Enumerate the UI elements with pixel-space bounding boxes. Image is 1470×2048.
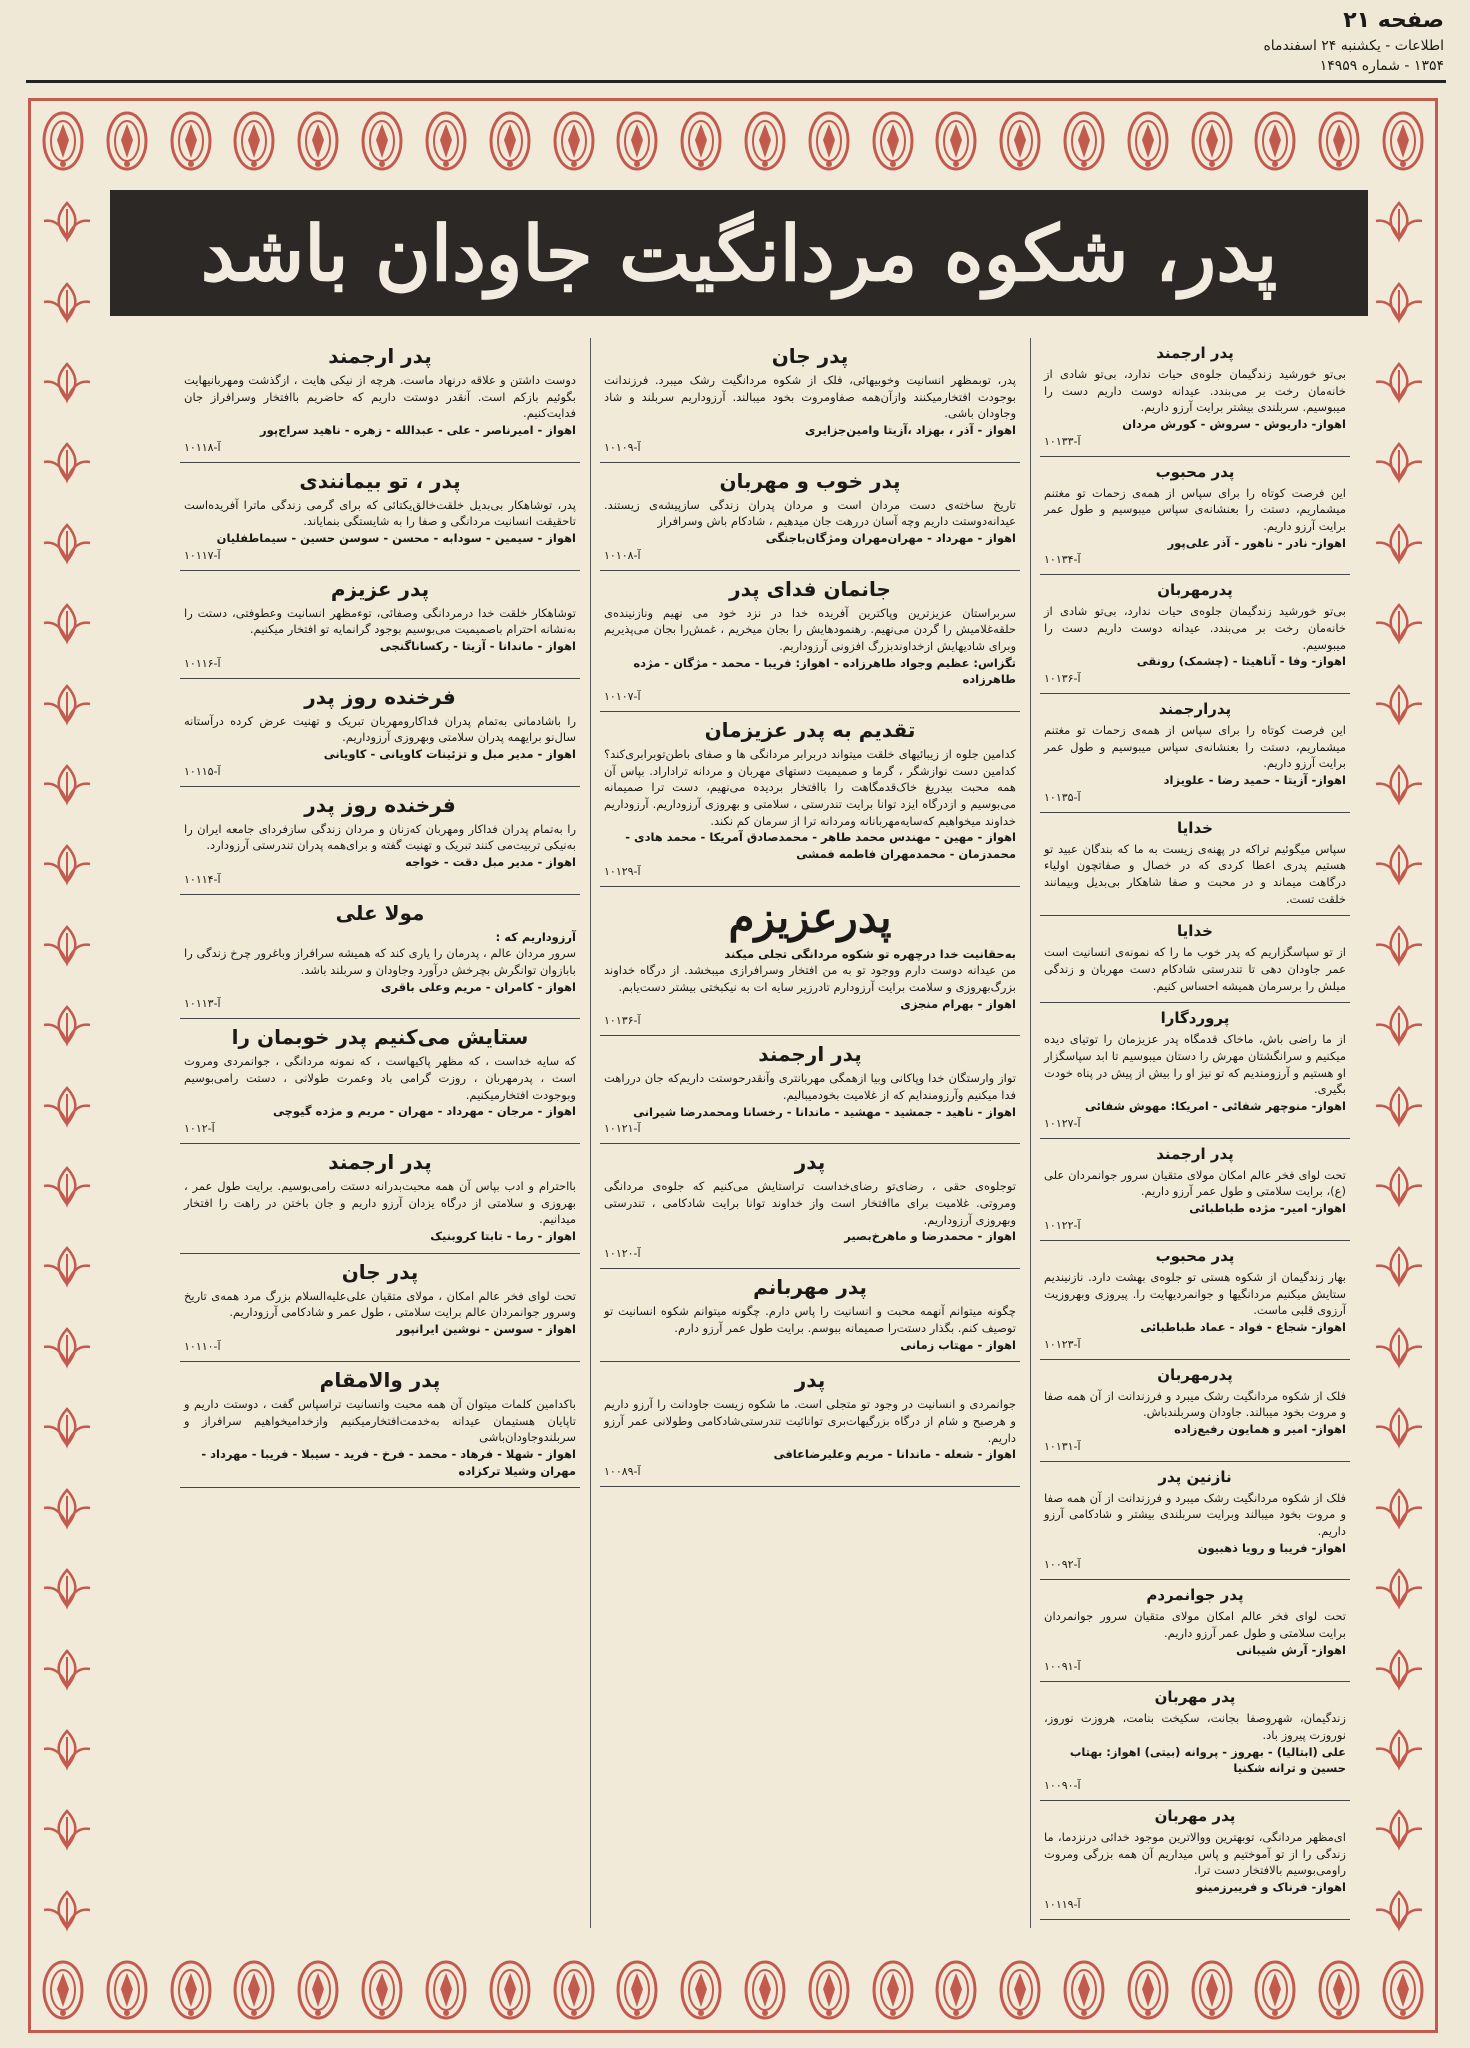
notice-heading: پدر ارجمند — [328, 1150, 432, 1175]
notice-heading: خدایا — [1177, 922, 1213, 941]
notice-signers: اهواز- وفا - آناهیتا - (چشمک) رونقی — [1136, 654, 1346, 669]
notice-body: این فرصت کوتاه را برای سپاس از همه‌ی زحمات تو مغتنم میشماریم، دستت را بعنشانه‌ی سپاس میبوسیم و طول عمر برایت آرزو داریم. — [1044, 485, 1346, 534]
sprig-icon — [1372, 521, 1426, 565]
anthemion-medallion-icon — [552, 1959, 596, 2021]
notice-code: آ-۱۰۱۰۹ — [604, 440, 641, 454]
sprig-icon — [40, 1244, 94, 1288]
greeting-notice — [600, 1144, 1020, 1269]
notice-code: آ-۱۰۱۱۷ — [184, 548, 221, 562]
notice-heading: پدرمهربان — [1157, 581, 1233, 600]
notice-heading: پدر محبوب — [1155, 1246, 1235, 1265]
greeting-notice — [180, 1362, 580, 1488]
notice-signers: اهواز - مدیر مبل دقت - خواجه — [405, 855, 576, 870]
sprig-icon — [1372, 1003, 1426, 1047]
ornament-side-right — [1365, 181, 1433, 1950]
notice-heading: پدر ارجمند — [758, 1042, 862, 1067]
notice-code: آ-۱۰۱۱۴ — [184, 872, 221, 886]
notice-code: آ-۱۰۱۱۵ — [184, 764, 221, 778]
notice-code: آ-۱۰۱۳۶ — [604, 1014, 641, 1028]
notice-body: سربراستان عزیزترین وپاکترین آفریده خدا در نزد خود می نهیم ونازنینده‌ی حلقه‌غلامیش را گردن می‌نهیم. رهنمودهایش را بجان میخریم ، غمش‌را بجان می‌پذیریم وبرای شادیهایش ازخداوندبزرگ افزونی آرزوداریم. — [604, 605, 1016, 654]
notice-body: از تو سپاسگزاریم که پدر خوب ما را که نمونه‌ی انسانیت است عمر جاودان دهی تا تندرستی شادکام دست مهربان و زندگی میلش را برسرمان همیشه احساس کنیم. — [1044, 945, 1346, 993]
ornament-band-bottom — [31, 1952, 1435, 2028]
notice-heading: پدر جان — [771, 344, 849, 368]
right-column — [1040, 338, 1350, 1928]
anthemion-medallion-icon — [615, 1959, 659, 2021]
anthemion-medallion-icon — [360, 110, 404, 172]
anthemion-medallion-icon — [41, 1959, 85, 2021]
notice-heading: ستایش می‌کنیم پدر خوبمان را — [231, 1025, 529, 1050]
notice-body: تحت لوای فخر عالم امکان ، مولای متقیان علی‌علیه‌السلام بزرگ مرد همه‌ی تاریخ وسرور جوانمردان عالم برایت سلامتی ، طول عمر و شادکامی آرزوداریم. — [184, 1288, 576, 1320]
sprig-icon — [40, 601, 94, 645]
greeting-notice — [1040, 1580, 1350, 1682]
column-divider — [590, 338, 591, 1928]
notice-heading: پدر ارجمند — [328, 344, 432, 368]
sprig-icon — [40, 1486, 94, 1530]
sprig-icon — [1372, 1647, 1426, 1691]
notice-heading: پدر — [794, 1150, 826, 1175]
anthemion-medallion-icon — [1062, 110, 1106, 172]
notice-code: آ-۱۰۱۰۷ — [604, 690, 641, 704]
notice-signers: علی (ابتالیا) - بهروز - پروانه (بیتی) اهواز: بهتاب حسین و ترانه شکنیا — [1069, 1744, 1346, 1776]
notice-signers: اهواز - شهلا - فرهاد - محمد - فرخ - فرید - سیبلا - فریبا - مهرداد - مهران وشیلا ترکزاده — [201, 1446, 576, 1478]
notice-body: فلک از شکوه مردانگیت رشک میبرد و فرزندانت از آن همه صفا و مروت بخود میبالند وبرایت سربلندی بیشتر و شادکامی آرزو داریم. — [1044, 1490, 1346, 1538]
greeting-notice — [180, 463, 580, 571]
sprig-icon — [1372, 1566, 1426, 1610]
notice-signers: اهواز - ماندانا - آزیتا - رکسانا‌گنجی — [379, 639, 576, 654]
notice-code: آ-۱۰۰۸۹ — [604, 1464, 641, 1478]
notice-body: تحت لوای فخر عالم امکان مولای متقیان سرور جوانمردان علی (ع)، برایت سلامتی و طول عمر آرزو داریم. — [1044, 1167, 1346, 1199]
notice-code: آ-۱۰۱۱۳ — [184, 997, 221, 1011]
greeting-notice — [1040, 1139, 1350, 1241]
sprig-icon — [1372, 1405, 1426, 1449]
notice-heading: تقدیم به پدر عزیزمان — [704, 718, 916, 743]
sprig-icon — [1372, 360, 1426, 404]
notice-code: آ-۱۰۱۲۱ — [604, 1122, 641, 1136]
sprig-icon — [40, 1647, 94, 1691]
anthemion-medallion-icon — [743, 1959, 787, 2021]
notice-signers: اهواز- فریبا و رویا ذهبیون — [1197, 1540, 1346, 1555]
notice-signers: اهواز - آذر ، بهزاد ،آزیتا وامین‌جزایری — [804, 423, 1016, 438]
anthemion-medallion-icon — [615, 110, 659, 172]
anthemion-medallion-icon — [105, 110, 149, 172]
notice-signers: اهواز - شعله - ماندانا - مریم وعلیرضا‌عافی — [773, 1447, 1016, 1462]
anthemion-medallion-icon — [552, 110, 596, 172]
notice-body: را باشادمانی به‌تمام پدران فداکارومهربان تبریک و تهنیت عرض کرده درآستانه سال‌نو برایهمه پدران سلامتی وبهروزی آرزوداریم. — [184, 713, 576, 745]
sprig-icon — [40, 842, 94, 886]
anthemion-medallion-icon — [679, 1959, 723, 2021]
notice-heading: خدایا — [1177, 818, 1213, 837]
greeting-notice — [180, 338, 580, 463]
notice-code: آ-۱۰۱۱۰ — [184, 1339, 221, 1353]
sprig-icon — [40, 1164, 94, 1208]
anthemion-medallion-icon — [169, 110, 213, 172]
sprig-icon — [1372, 842, 1426, 886]
notice-signers: اهواز - سوسن - نوشین ایرانپور — [396, 1322, 576, 1337]
greeting-notice — [180, 1144, 580, 1254]
notice-code: آ-۱۰۱۲۰ — [604, 1247, 641, 1261]
notice-signers: اهواز - رما - تابتا کروبنیک — [430, 1229, 576, 1244]
notice-code: آ-۱۰۰۹۲ — [1044, 1558, 1081, 1572]
greeting-notice — [1040, 1682, 1350, 1801]
anthemion-medallion-icon — [871, 1959, 915, 2021]
notice-body: سپاس میگوئیم تراکه در پهنه‌ی زیست به ما که بندگان عبید تو هستیم پدری اعطا کردی که در خصال و صفاتچون اولیاء درگاهت میماند و در محبت و صفا شاهکار بی‌بدیل وبیمانند خلقت تست. — [1044, 841, 1346, 906]
greeting-notice — [1040, 813, 1350, 917]
notice-heading: پدر خوب و مهربان — [719, 468, 901, 493]
sprig-icon — [40, 1807, 94, 1851]
issue-number: ۱۳۵۴ - شماره ۱۴۹۵۹ — [1319, 58, 1444, 74]
notice-signers: اهواز- آزیتا - حمید رضا - علویزاد — [1163, 773, 1346, 788]
greeting-notice — [180, 895, 580, 1020]
greeting-notice — [600, 338, 1020, 463]
notice-code: آ-۱۰۱۳۶ — [1044, 672, 1081, 686]
notice-lead: آرزوداریم که : — [495, 929, 576, 944]
column-divider — [1030, 338, 1031, 1928]
sprig-icon — [40, 762, 94, 806]
page-number: صفحه ۲۱ — [1343, 8, 1444, 33]
notice-signers: اهواز - سیمین - سودابه - محسن - سوسن حسین - سیماطفلیان — [216, 531, 576, 546]
notice-body: باکدامین کلمات میتوان آن همه محبت وانسانیت تراسپاس گفت ، دوستت داریم و تاپایان هستیمان عیدانه به‌خدمت‌افتخارمیکنیم وازخدامیخواهیم سرافراز و سربلندوجاودان‌باشی — [184, 1396, 576, 1445]
greeting-notice — [600, 1036, 1020, 1144]
notice-body: توجلوه‌ی حقی ، رضای‌تو رضای‌خداست تراستایش می‌کنیم که جلوه‌ی مردانگی ومروتی. غلامیت برای ماافتخار است واز خداوند توانا برایت شادکامی ، تندرستی وبهروزی آرزوداریم. — [604, 1179, 1016, 1227]
notice-signers: اهواز - مهین - مهندس محمد طاهر - محمدصادق آمریکا - محمد هادی - محمدزمان - محمدمهران فاطمه فمشی — [625, 830, 1016, 862]
notice-heading: پدر ، تو بیمانندی — [299, 468, 461, 493]
headline-banner — [110, 190, 1368, 316]
greeting-notice — [1040, 1241, 1350, 1360]
notice-body: زندگیمان، شهرو‌صفا بجانت، سکیخت بنامت، هروزت نوروز، نوروزت پیروز باد. — [1044, 1711, 1346, 1742]
greeting-notice — [1040, 1003, 1350, 1138]
notice-code: آ-۱۰۱۳۳ — [1044, 434, 1081, 448]
sprig-icon — [1372, 923, 1426, 967]
sprig-icon — [40, 1325, 94, 1369]
notice-body: چگونه میتوانم آنهمه محبت و انسانیت را پاس دارم. چگونه میتوانم شکوه انسانیت تو توصیف کنم. بگذار دستت‌را صمیمانه ببوسم. برایت طول عمر آرزو دارم. — [604, 1304, 1016, 1335]
anthemion-medallion-icon — [232, 110, 276, 172]
greeting-notice — [180, 1019, 580, 1144]
sprig-icon — [40, 360, 94, 404]
sprig-icon — [1372, 601, 1426, 645]
anthemion-medallion-icon — [934, 1959, 978, 2021]
sprig-icon — [40, 199, 94, 243]
notice-signers: اهواز - مهرداد - مهران‌مهران ومژگان‌باجنگی — [765, 531, 1016, 546]
notice-body: پدر، توبمظهر انسانیت وخوبیهائی، فلک از شکوه مردانگیت رشک میبرد. فرزندانت بوجودت افتخارمیکنند وازآن‌همه صفاومروت بخود میبالند. آرزوداریم سربلند و شاد وجاودان باشی. — [604, 373, 1016, 421]
sprig-icon — [1372, 1325, 1426, 1369]
anthemion-medallion-icon — [743, 110, 787, 172]
middle-column — [600, 338, 1020, 1928]
sprig-icon — [40, 1405, 94, 1449]
greeting-notice — [180, 787, 580, 895]
sprig-icon — [1372, 1084, 1426, 1128]
notice-signers: اهواز- امیر- مژده طباطبائی — [1189, 1201, 1346, 1216]
notice-body: را به‌تمام پدران فداکار ومهربان که‌زنان و مردان زندگی سازفردای جامعه ایران را به‌نیکی تربیت‌می کنند تبریک و تهنیت گفته و برای‌همه پدران تندرستی آرزودارد. — [184, 821, 576, 853]
sprig-icon — [40, 923, 94, 967]
anthemion-medallion-icon — [807, 110, 851, 172]
anthemion-medallion-icon — [1190, 110, 1234, 172]
sprig-icon — [1372, 199, 1426, 243]
notice-signers: اهواز- امیر و همایون رفیع‌زاده — [1174, 1421, 1346, 1436]
anthemion-medallion-icon — [871, 110, 915, 172]
notice-heading: پدرعزیزم — [728, 892, 892, 942]
ornament-side-left — [33, 181, 101, 1950]
notice-signers: اهواز- فرناک و فریبرزمینو — [1196, 1879, 1346, 1894]
notice-body: سرور مردان عالم ، پدرمان را یاری کند که همیشه سرافراز وباغرور چرخ زندگی را بابازوان توانگرش بچرخش درآورد وجاودان و سربلند باشد. — [184, 946, 576, 978]
notice-code: آ-۱۰۰۹۰ — [1044, 1778, 1081, 1792]
anthemion-medallion-icon — [488, 1959, 532, 2021]
greeting-notice — [600, 1362, 1020, 1487]
notice-code: آ-۱۰۱۲۷ — [1044, 1116, 1081, 1130]
notice-heading: فرخنده روز پدر — [304, 792, 456, 817]
notice-signers: اهواز - بهرام منجزی — [900, 996, 1016, 1011]
notice-signers: اهواز - مدیر مبل و تزئینات کاویانی - کاویانی — [323, 747, 576, 762]
notice-heading: پدر — [794, 1368, 826, 1393]
masthead — [0, 0, 1470, 86]
greeting-notice — [600, 712, 1020, 887]
anthemion-medallion-icon — [998, 110, 1042, 172]
greeting-notice — [1040, 1462, 1350, 1581]
notice-body: تاریخ ساخته‌ی دست مردان است و مردان پدران زندگی سازپیشه‌ی زیستند. عیدانه‌دوستت داریم وچه آسان دررهت جان میدهیم ، شادکام باش وسرافراز — [604, 497, 1016, 529]
sprig-icon — [40, 440, 94, 484]
sprig-icon — [1372, 1888, 1426, 1932]
notice-heading: پدر مهربان — [1154, 1688, 1236, 1707]
notice-signers: اهواز - مهتاب زمانی — [900, 1337, 1016, 1352]
notice-signers: اهواز- داریوش - سروش - کورش مردان — [1122, 417, 1346, 432]
greeting-notice — [180, 571, 580, 679]
notice-body: از ما راضی باش، ماخاک قدمگاه پدر عزیزمان را توتیای دیده میکنیم و سرانگشتان مهرش را دستان میبوسیم تا ابد سپاسگزار او هستیم و آرزومندیم که تو نیز او را بیش از پیش در پناه خودت بگیری. — [1044, 1032, 1346, 1097]
notice-body: پدر، توشاهکار بی‌بدیل خلقت‌خالق‌یکتائی که برای گرمی زندگی ماترا آفریده‌است تاحقیقت انسانیت مردانگی و صفا را به شایستگی بنمایاند. — [184, 497, 576, 529]
sprig-icon — [1372, 280, 1426, 324]
anthemion-medallion-icon — [169, 1959, 213, 2021]
notice-code: آ-۱۰۱۱۸ — [184, 440, 221, 454]
masthead-rule — [26, 80, 1446, 83]
greeting-notice — [1040, 575, 1350, 694]
anthemion-medallion-icon — [1317, 110, 1361, 172]
notice-heading: پدر عزیزم — [330, 576, 430, 601]
notice-signers: اهواز- آرش شیبانی — [1236, 1642, 1346, 1657]
greeting-notice — [1040, 1801, 1350, 1920]
sprig-icon — [40, 521, 94, 565]
sprig-icon — [1372, 1164, 1426, 1208]
anthemion-medallion-icon — [679, 110, 723, 172]
notice-code: آ-۱۰۱۳۱ — [1044, 1439, 1081, 1453]
greeting-notice — [180, 1254, 580, 1362]
anthemion-medallion-icon — [1253, 1959, 1297, 2021]
notice-signers: اهواز - مرجان - مهرداد - مهران - مریم و مژده گیوچی — [273, 1104, 576, 1119]
notice-body: فلک از شکوه مردانگیت رشک میبرد و فرزندانت از آن همه صفا و مروت بخود میبالند. جاودان وسربلندباش. — [1044, 1388, 1346, 1420]
notice-heading: پدر ارجمند — [1156, 344, 1234, 362]
anthemion-medallion-icon — [105, 1959, 149, 2021]
greeting-notice — [180, 679, 580, 787]
notice-body: ای‌مظهر مردانگی، توبهترین ووالاترین موجود خدائی درنزدما، ما زندگی را از تو آموختیم و پاس میداریم آن همه بزرگی ومروت راومی‌بوسیم بالافتخار دست ترا. — [1044, 1829, 1346, 1878]
notice-heading: پروردگارا — [1160, 1009, 1230, 1028]
notice-body: که سایه خداست ، که مظهر پاکیهاست ، که نمونه مردانگی ، جوانمردی ومروت است ، پدرمهربان ، روزت گرامی باد وعمرت طولانی ، دستت رامی‌بوسیم وبوجودت افتخارمیکنیم. — [184, 1054, 576, 1102]
notice-heading: پدرارجمند — [1158, 700, 1232, 719]
notice-heading: پدر والامقام — [319, 1367, 441, 1392]
notice-body: توشاهکار خلقت خدا درمردانگی وصفائی، توءمظهر انسانیت وعطوفتی، دستت را به‌نشانه احترام باصمیمیت می‌بوسیم بوجود گرانمایه تو افتخار میکنیم. — [184, 605, 576, 637]
sprig-icon — [1372, 440, 1426, 484]
anthemion-medallion-icon — [1062, 1959, 1106, 2021]
notice-signers: اهواز- نادر - ناهور - آذر علی‌پور — [1167, 535, 1346, 550]
greeting-notice — [1040, 1360, 1350, 1462]
sprig-icon — [40, 1084, 94, 1128]
greeting-notice — [1040, 916, 1350, 1003]
anthemion-medallion-icon — [488, 110, 532, 172]
anthemion-medallion-icon — [1190, 1959, 1234, 2021]
greeting-notice — [600, 1269, 1020, 1362]
notice-code: آ-۱۰۱۳۵ — [1044, 790, 1081, 804]
anthemion-medallion-icon — [424, 1959, 468, 2021]
greeting-notice — [1040, 694, 1350, 813]
sprig-icon — [40, 280, 94, 324]
notice-code: آ-۱۰۱۲ — [184, 1122, 215, 1136]
anthemion-medallion-icon — [1381, 1959, 1425, 2021]
notice-body: کدامین جلوه از زیبائیهای خلقت میتواند دربرابر مردانگی ها و صفای باطن‌توبرابری‌کند؟ کدامین دست نوازشگر ، گرما و صمیمیت دستهای مهربان و مردانه تراداراد. بپاس آن همه محبت بیدریغ خاک‌قدمگاهت را باافتخار بردیده می‌نهیم، دست ترا صمیمانه می‌بوسیم و ازدرگاه ایزد توانا برایت تندرستی ، سلامتی و بهروزی آرزوداریم. آرزوداریم خداوند میخواهیم که‌سایه‌مهربانانه ومردانه ترا از سرمان کم نکند. — [604, 747, 1016, 828]
notice-heading: پدر مهربان — [1154, 1806, 1236, 1825]
notice-signers: اهواز- شجاع - فواد - عماد طباطبائی — [1140, 1319, 1346, 1334]
sprig-icon — [40, 1566, 94, 1610]
notice-body: بی‌تو خورشید زندگیمان جلوه‌ی حیات ندارد، بی‌تو شادی از خانه‌مان رخت بر می‌بندد. عیدانه دوست داریم دست را میبوسیم. سربلندی بیشتر برایت آرزو داریم. — [1044, 367, 1346, 415]
greeting-notice — [600, 887, 1020, 1037]
headline-title: پدر، شکوه مردانگیت جاودان باشد — [200, 208, 1278, 298]
notice-body: جوانمردی و انسانیت در وجود تو متجلی است. ما شکوه زیست جاودانت را آرزو داریم و هرصبح و شام از درگاه بزرگیهات‌بری توانائیت تندرستی‌شادکامی وطولانی عمر آرزو داریم. — [604, 1397, 1016, 1445]
sprig-icon — [1372, 1244, 1426, 1288]
anthemion-medallion-icon — [1381, 110, 1425, 172]
anthemion-medallion-icon — [424, 110, 468, 172]
notice-heading: مولا علی — [335, 900, 425, 925]
notice-body: این فرصت کوتاه را برای سپاس از همه‌ی زحمات تو مغتنم میشماریم، دستت را بعنشانه‌ی سپاس میبوسیم و طول عمر برایت آرزو داریم. — [1044, 723, 1346, 771]
notice-signers: اهواز - محمدرضا و ماهرخ‌بصیر — [844, 1229, 1016, 1244]
notice-heading: پدر جان — [341, 1259, 419, 1284]
notice-code: آ-۱۰۱۱۹ — [1044, 1897, 1081, 1911]
notice-signers: اهواز - ناهید - جمشید - مهشید - ماندانا - رخسانا ومحمدرضا شیرانی — [633, 1104, 1016, 1119]
greeting-notice — [1040, 457, 1350, 576]
notice-code: آ-۱۰۱۲۲ — [1044, 1218, 1081, 1232]
anthemion-medallion-icon — [807, 1959, 851, 2021]
notice-heading: پدر ارجمند — [1156, 1144, 1234, 1163]
sprig-icon — [40, 1003, 94, 1047]
notice-code: آ-۱۰۱۰۸ — [604, 548, 641, 562]
anthemion-medallion-icon — [1126, 1959, 1170, 2021]
notice-code: آ-۱۰۱۲۳ — [1044, 1337, 1081, 1351]
notice-code: آ-۱۰۱۱۶ — [184, 656, 221, 670]
ornament-band-top — [31, 103, 1435, 179]
notice-body: تواز وارستگان خدا وپاکانی وبیا ازهمگی مهربانتری وآنقدرحوستت داریم‌که جان درراهت فدا میکنیم وآرزومندایم که از غلامیت بخودمیبالیم. — [604, 1071, 1016, 1103]
notice-heading: نازنین پدر — [1158, 1467, 1232, 1486]
notice-body: بهار زندگیمان از شکوه هستی تو جلوه‌ی بهشت دارد. نازنیندیم ستایش میکنیم مردانگیها و جوانمردیهایت را. پیروزی وبهروزیت آرزوی قلبی ماست. — [1044, 1269, 1346, 1318]
notice-signers: اهواز- منوچهر شفائی - امریکا: مهوش شفائی — [1085, 1099, 1346, 1114]
greeting-notice — [600, 571, 1020, 712]
notice-heading: فرخنده روز پدر — [304, 684, 456, 709]
notice-code: آ-۱۰۰۹۱ — [1044, 1660, 1081, 1674]
notice-code: آ-۱۰۱۲۹ — [604, 864, 641, 878]
sprig-icon — [40, 1727, 94, 1771]
sprig-icon — [40, 1888, 94, 1932]
anthemion-medallion-icon — [998, 1959, 1042, 2021]
anthemion-medallion-icon — [360, 1959, 404, 2021]
sprig-icon — [1372, 762, 1426, 806]
left-column — [180, 338, 580, 1928]
notice-body: بی‌تو خورشید زندگیمان جلوه‌ی حیات ندارد، بی‌تو شادی از خانه‌مان رخت بر می‌بندد. عیدانه دوست داریم دست را میبوسیم. — [1044, 604, 1346, 652]
greeting-notice — [1040, 338, 1350, 457]
notice-signers: اهواز - امیرناصر - علی - عبدالله - زهره - ناهید سراج‌پور — [259, 423, 576, 438]
anthemion-medallion-icon — [1317, 1959, 1361, 2021]
anthemion-medallion-icon — [296, 1959, 340, 2021]
sprig-icon — [1372, 1486, 1426, 1530]
sprig-icon — [1372, 1807, 1426, 1851]
issue-date: اطلاعات - یکشنبه ۲۴ اسفندماه — [1263, 38, 1444, 54]
anthemion-medallion-icon — [1126, 110, 1170, 172]
notice-heading: پدر جوانمردم — [1146, 1586, 1244, 1605]
notice-body: من عیدانه دوست دارم ووجود تو به من افتخار وسرافرازی میبخشد. از درگاه خداوند بزرگ‌بهروزی و سلامت برایت آرزودارم تادرزیر سایه ات به نیکبختی بیشتر دست‌یابم. — [604, 963, 1016, 995]
anthemion-medallion-icon — [1253, 110, 1297, 172]
notice-body: بااحترام و ادب بپاس آن همه محبت‌بدرانه دستت رامی‌بوسیم. برایت طول عمر ، بهروزی و سلامتی از درگاه یزدان آرزو داریم و جان باختن در راهت را افتخار میدانیم. — [184, 1179, 576, 1227]
notice-signers: اهواز - کامران - مریم وعلی باقری — [380, 979, 576, 994]
anthemion-medallion-icon — [296, 110, 340, 172]
notice-heading: جانمان فدای پدر — [729, 576, 891, 601]
anthemion-medallion-icon — [934, 110, 978, 172]
notice-code: آ-۱۰۱۳۴ — [1044, 553, 1081, 567]
sprig-icon — [1372, 682, 1426, 726]
anthemion-medallion-icon — [232, 1959, 276, 2021]
notice-heading: پدرمهربان — [1157, 1365, 1233, 1384]
anthemion-medallion-icon — [41, 110, 85, 172]
notice-heading: پدر محبوب — [1155, 462, 1235, 481]
notice-heading: پدر مهربانم — [753, 1275, 867, 1300]
notice-signers: تگزاس: عظیم وجواد طاهرزاده - اهواز: فریبا - محمد - مژگان - مژده طاهرزاده — [633, 655, 1016, 687]
greeting-notice — [600, 463, 1020, 571]
notice-lead: به‌حقانیت خدا درچهره تو شکوه مردانگی تجلی میکند — [724, 946, 1016, 961]
notice-body: دوست داشتن و علاقه درنهاد ماست. هرچه از نیکی هایت ، ازگذشت ومهربانیهایت بگوئیم بازکم است. آنقدر دوستت داریم که حاضریم باافتخار وسرافراز جان فدایت‌کنیم. — [184, 373, 576, 421]
sprig-icon — [1372, 1727, 1426, 1771]
sprig-icon — [40, 682, 94, 726]
notice-body: تحت لوای فخر عالم امکان مولای متقیان سرور جوانمردان برایت سلامتی و طول عمر آرزو داریم. — [1044, 1609, 1346, 1640]
